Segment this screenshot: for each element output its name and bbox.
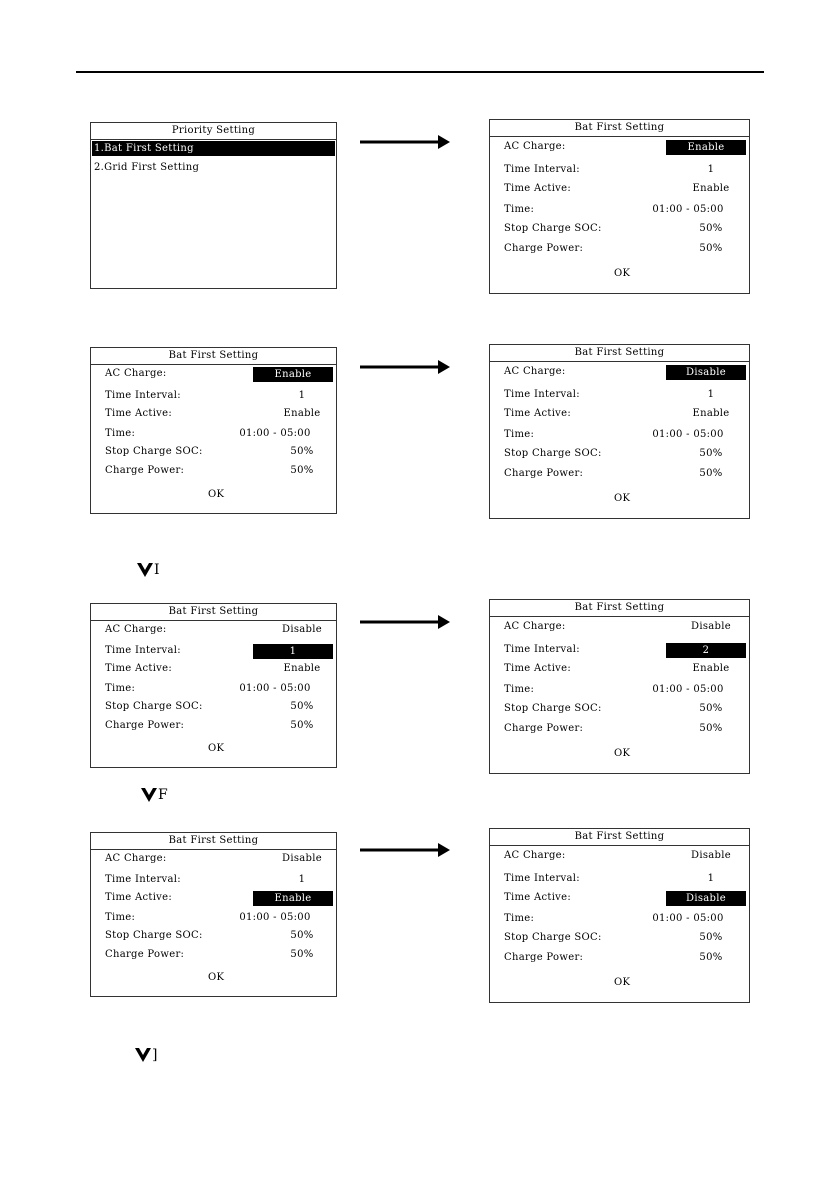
stop-charge-soc-label: Stop Charge SOC: (105, 446, 203, 457)
time-active-value[interactable]: Enable (253, 891, 333, 906)
charge-power-label: Charge Power: (105, 949, 185, 960)
time-active-value: Enable (692, 183, 730, 194)
time-active-label: Time Active: (105, 663, 173, 674)
marker-label: F (158, 787, 168, 803)
time-value: 01:00 - 05:00 (239, 683, 311, 694)
stop-charge-soc-label: Stop Charge SOC: (105, 701, 203, 712)
priority-setting-screen (90, 122, 337, 289)
time-value: 01:00 - 05:00 (239, 428, 311, 439)
bat-first-setting-screen (90, 603, 337, 768)
time-value: 01:00 - 05:00 (239, 912, 311, 923)
time-interval-value[interactable]: 1 (253, 644, 333, 659)
charge-power-value: 50% (699, 723, 723, 734)
time-interval-label: Time Interval: (105, 874, 181, 885)
time-interval-label: Time Interval: (105, 390, 181, 401)
time-interval-value: 1 (298, 390, 306, 401)
charge-power-label: Charge Power: (504, 468, 584, 479)
ac-charge-label: AC Charge: (504, 366, 566, 377)
time-interval-label: Time Interval: (105, 645, 181, 656)
charge-power-value: 50% (290, 949, 314, 960)
time-interval-label: Time Interval: (504, 644, 580, 655)
stop-charge-soc-value: 50% (290, 701, 314, 712)
screen-title: Bat First Setting (91, 348, 336, 365)
stop-charge-soc-label: Stop Charge SOC: (504, 703, 602, 714)
charge-power-value: 50% (290, 720, 314, 731)
bat-first-setting-screen (90, 347, 337, 514)
time-interval-label: Time Interval: (504, 164, 580, 175)
ac-charge-value: Disable (282, 853, 322, 864)
bat-first-setting-screen (489, 344, 750, 519)
chevron-down-icon (140, 787, 158, 803)
time-active-value[interactable]: Disable (666, 891, 746, 906)
time-interval-value: 1 (707, 389, 715, 400)
ac-charge-label: AC Charge: (504, 850, 566, 861)
ok-button[interactable]: OK (208, 489, 225, 500)
screen-title: Bat First Setting (490, 829, 749, 846)
ac-charge-value: Disable (691, 621, 731, 632)
bat-first-setting-screen (489, 119, 750, 294)
chevron-down-icon (134, 1047, 152, 1063)
charge-power-label: Charge Power: (105, 720, 185, 731)
time-active-label: Time Active: (504, 183, 572, 194)
right-arrow-icon (360, 133, 450, 151)
time-interval-value[interactable]: 2 (666, 643, 746, 658)
ok-button[interactable]: OK (208, 972, 225, 983)
time-active-value: Enable (692, 663, 730, 674)
screen-title: Bat First Setting (490, 600, 749, 617)
time-value: 01:00 - 05:00 (652, 204, 724, 215)
ok-button[interactable]: OK (614, 977, 631, 988)
time-active-label: Time Active: (105, 408, 173, 419)
time-active-value: Enable (692, 408, 730, 419)
right-arrow-icon (360, 358, 450, 376)
menu-item-bat-first[interactable]: 1.Bat First Setting (92, 141, 335, 156)
charge-power-label: Charge Power: (105, 465, 185, 476)
ac-charge-value[interactable]: Enable (666, 140, 746, 155)
screen-title: Bat First Setting (490, 120, 749, 137)
time-value: 01:00 - 05:00 (652, 913, 724, 924)
screen-title: Bat First Setting (490, 345, 749, 362)
charge-power-label: Charge Power: (504, 723, 584, 734)
menu-item-grid-first[interactable]: 2.Grid First Setting (94, 162, 200, 173)
time-label: Time: (105, 912, 136, 923)
time-label: Time: (504, 913, 535, 924)
ac-charge-label: AC Charge: (105, 624, 167, 635)
time-label: Time: (504, 204, 535, 215)
charge-power-value: 50% (699, 243, 723, 254)
time-label: Time: (105, 683, 136, 694)
right-arrow-icon (360, 613, 450, 631)
page-header-rule (76, 71, 764, 73)
stop-charge-soc-label: Stop Charge SOC: (504, 932, 602, 943)
chevron-down-icon (136, 562, 154, 578)
time-active-label: Time Active: (504, 408, 572, 419)
time-interval-label: Time Interval: (504, 389, 580, 400)
stop-charge-soc-value: 50% (699, 703, 723, 714)
ok-button[interactable]: OK (614, 493, 631, 504)
time-active-label: Time Active: (504, 892, 572, 903)
ac-charge-label: AC Charge: (504, 621, 566, 632)
bat-first-setting-screen (489, 599, 750, 774)
ac-charge-label: AC Charge: (105, 368, 167, 379)
time-interval-label: Time Interval: (504, 873, 580, 884)
bat-first-setting-screen (90, 832, 337, 997)
time-interval-value: 1 (298, 874, 306, 885)
stop-charge-soc-label: Stop Charge SOC: (504, 223, 602, 234)
ac-charge-value[interactable]: Enable (253, 367, 333, 382)
screen-title: Bat First Setting (91, 604, 336, 621)
charge-power-label: Charge Power: (504, 952, 584, 963)
time-label: Time: (105, 428, 136, 439)
time-active-label: Time Active: (105, 892, 173, 903)
marker-label: ] (152, 1047, 158, 1063)
charge-power-value: 50% (699, 468, 723, 479)
stop-charge-soc-value: 50% (699, 932, 723, 943)
ok-button[interactable]: OK (614, 748, 631, 759)
time-active-label: Time Active: (504, 663, 572, 674)
time-active-value: Enable (283, 408, 321, 419)
stop-charge-soc-label: Stop Charge SOC: (504, 448, 602, 459)
step-marker (136, 562, 160, 578)
step-marker (134, 1047, 157, 1063)
time-value: 01:00 - 05:00 (652, 429, 724, 440)
stop-charge-soc-value: 50% (290, 930, 314, 941)
stop-charge-soc-value: 50% (699, 448, 723, 459)
ok-button[interactable]: OK (208, 743, 225, 754)
charge-power-value: 50% (699, 952, 723, 963)
screen-title: Priority Setting (91, 123, 336, 140)
ac-charge-label: AC Charge: (504, 141, 566, 152)
ac-charge-label: AC Charge: (105, 853, 167, 864)
ac-charge-value: Disable (691, 850, 731, 861)
step-marker (140, 787, 168, 803)
time-interval-value: 1 (707, 873, 715, 884)
charge-power-label: Charge Power: (504, 243, 584, 254)
stop-charge-soc-value: 50% (699, 223, 723, 234)
ac-charge-value[interactable]: Disable (666, 365, 746, 380)
ac-charge-value: Disable (282, 624, 322, 635)
time-value: 01:00 - 05:00 (652, 684, 724, 695)
screen-title: Bat First Setting (91, 833, 336, 850)
marker-label: I (154, 562, 160, 578)
time-interval-value: 1 (707, 164, 715, 175)
right-arrow-icon (360, 841, 450, 859)
bat-first-setting-screen (489, 828, 750, 1003)
stop-charge-soc-value: 50% (290, 446, 314, 457)
ok-button[interactable]: OK (614, 268, 631, 279)
time-active-value: Enable (283, 663, 321, 674)
time-label: Time: (504, 684, 535, 695)
charge-power-value: 50% (290, 465, 314, 476)
stop-charge-soc-label: Stop Charge SOC: (105, 930, 203, 941)
time-label: Time: (504, 429, 535, 440)
